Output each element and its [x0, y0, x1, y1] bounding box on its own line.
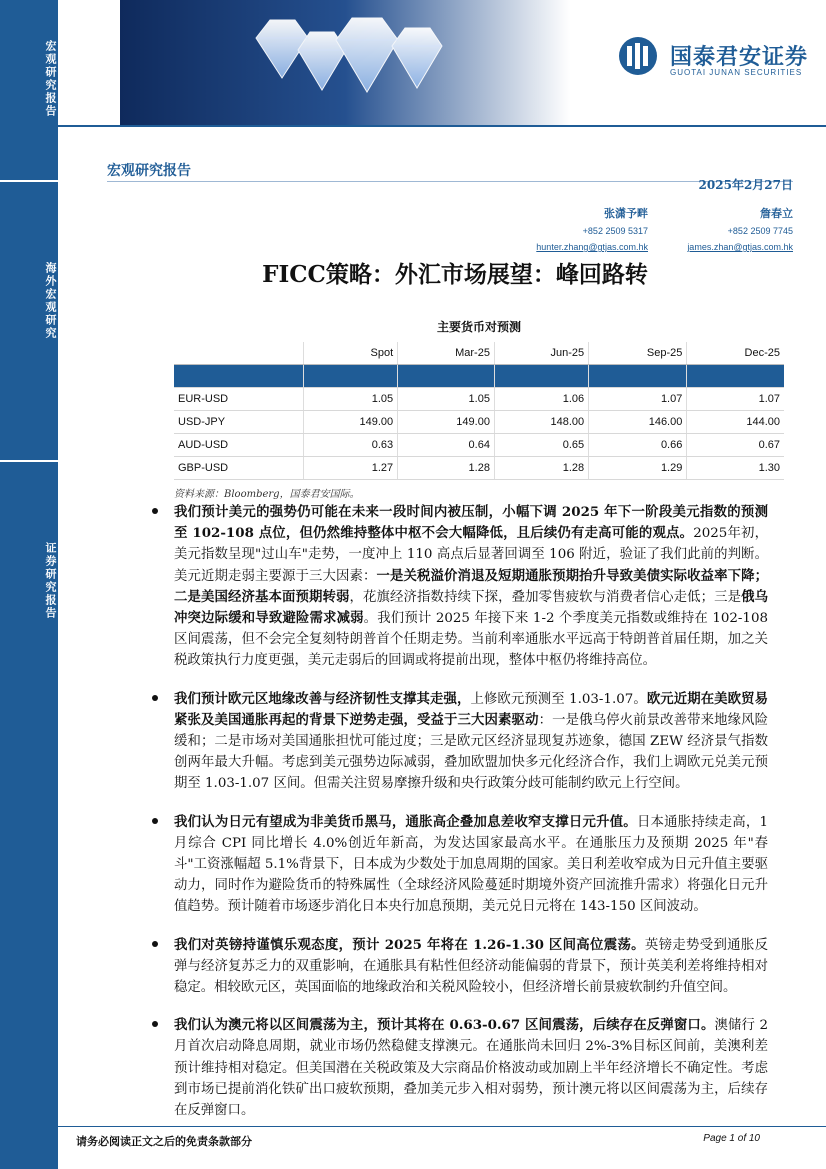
author-2	[687, 205, 793, 255]
paragraph-run: 澳储行 2 月首次启动降息周期，就业市场仍然稳健支撑澳元。在通胀尚未回归 2%-3%目标区间前，美澳利差预计维持相对稳定。但美国潜在关税政策及大宗商品价格波动或加剧上半年经济增长不确定性。考虑到市场已提前消化铁矿出口疲软预期，叠加美元步入相对弱势，预计澳元将以区间震荡为主，后续存在反弹窗口。	[174, 1018, 768, 1119]
table-cell: 149.00	[398, 411, 495, 434]
sidebar-label-research: 海外宏观研究	[44, 262, 57, 340]
body-paragraph	[174, 502, 768, 672]
table-row	[174, 457, 784, 480]
table-cell: 1.07	[589, 388, 687, 411]
report-date: 2025年2月27日	[698, 178, 793, 192]
company-name-en: GUOTAI JUNAN SECURITIES	[670, 68, 803, 77]
table-header-cell: Dec-25	[687, 342, 784, 365]
table-cell: 0.67	[687, 434, 784, 457]
table-cell: 146.00	[589, 411, 687, 434]
report-type-divider	[107, 181, 793, 182]
table-cell: 149.00	[303, 411, 397, 434]
author-1	[536, 205, 648, 255]
footer-disclaimer[interactable]: 请务必阅读正文之后的免责条款部分	[76, 1135, 252, 1148]
bullet-icon	[152, 695, 158, 701]
table-header-cell: Jun-25	[494, 342, 588, 365]
bullet-icon	[152, 941, 158, 947]
table-header-cell: Spot	[303, 342, 397, 365]
table-title: 主要货币对预测	[436, 320, 521, 334]
paragraph-run: 。我们预计 2025 年接下来 1-2 个季度美元指数或维持在 102-108 区间震荡，但不会完全复刻特朗普首个任期走势。当前利率通胀水平远高于特朗普首届任期，加之关税政策执行力度更强，美元走弱后的回调或将提前出现，整体中枢仍将维持高位。	[174, 611, 768, 669]
bullet-icon	[152, 818, 158, 824]
table-cell: 1.06	[494, 388, 588, 411]
table-cell: 1.28	[494, 457, 588, 480]
table-cell: AUD-USD	[174, 434, 303, 457]
table-cell: 1.30	[687, 457, 784, 480]
paragraph-bold-run: 欧元近期在美欧贸易紧张及美国通胀再起的背景下逆势走强，受益于三大因素驱动	[174, 690, 768, 728]
body-paragraph	[174, 812, 768, 918]
bullet-icon	[152, 1021, 158, 1027]
header-banner	[58, 0, 826, 125]
footer-page-number: Page 1 of 10	[703, 1133, 760, 1144]
body-paragraph	[174, 935, 768, 999]
table-cell: 144.00	[687, 411, 784, 434]
body-paragraph	[174, 1015, 768, 1121]
table-cell: 0.65	[494, 434, 588, 457]
company-logo-icon	[618, 36, 658, 76]
report-body	[174, 502, 768, 1138]
table-cell: GBP-USD	[174, 457, 303, 480]
table-source-note: 资料来源：Bloomberg，国泰君安国际。	[174, 489, 360, 500]
table-cell: 1.05	[303, 388, 397, 411]
table-row	[174, 434, 784, 457]
paragraph-run: 日本通胀持续走高，1 月综合 CPI 同比增长 4.0%创近年新高，为发达国家最高水平。在通胀压力及预期 2025 年"春斗"工资涨幅超 5.1%背景下，日本成为少数处于加息周期的国家。美日利差收窄成为日元升值主要驱动力，同时作为避险货币的特殊属性（全球经济风险蔓延时期境外资产回流推升需求）将强化日元升值趋势。预计随着市场逐步消化日本央行加息预期，美元兑日元将在 143-150 区间波动。	[174, 814, 768, 915]
table-cell: 1.07	[687, 388, 784, 411]
paragraph-bold-run: 我们认为澳元将以区间震荡为主，预计其将在 0.63-0.67 区间震荡，后续存在反弹窗口。	[174, 1017, 715, 1034]
paragraph-run: ：一是俄乌停火前景改善带来地缘风险缓和；二是市场对美国通胀担忧可能过度；三是欧元区经济显现复苏迹象，德国 ZEW 经济景气指数创两年最大升幅。考虑到美元强势边际减弱，叠加欧盟加快多元化经济合作，我们上调欧元兑美元预期至 1.03-1.07 区间。但需关注贸易摩擦升级和央行政策分歧可能制约欧元上行空间。	[174, 712, 769, 792]
paragraph-run: 2025年初，美元指数呈现"过山车"走势，一度冲上 110 高点后显著回调至 106 附近，验证了我们此前的判断。美元近期走弱主要源于三大因素：	[174, 526, 768, 584]
author-1-email[interactable]: hunter.zhang@gtjas.com.hk	[536, 242, 648, 252]
author-2-name: 詹春立	[760, 207, 793, 220]
table-cell: USD-JPY	[174, 411, 303, 434]
sidebar-block-bottom	[0, 462, 58, 1169]
paragraph-run: 英镑走势受到通胀反弹与经济复苏乏力的双重影响，在通胀具有粘性但经济动能偏弱的背景下，预计英美利差将维持相对稳定。相较欧元区，英国面临的地缘政治和关税风险较小，但经济增长前景疲软制约升值空间。	[174, 937, 769, 996]
paragraph-bold-run: 我们预计美元的强势仍可能在未来一段时间内被压制，小幅下调 2025 年下一阶段美元指数的预测至 102-108 点位，但仍然维持整体中枢不会大幅降低，且后续仍有走高可能的观点。	[174, 504, 768, 542]
forecast-table	[174, 342, 784, 480]
table-header-cell	[174, 342, 303, 365]
table-cell: 0.63	[303, 434, 397, 457]
footer-divider	[58, 1126, 826, 1127]
table-row	[174, 411, 784, 434]
paragraph-run: 上修欧元预测至 1.03-1.07。	[470, 691, 647, 707]
sidebar-label-securities: 证券研究报告	[44, 542, 57, 620]
table-cell: 1.29	[589, 457, 687, 480]
table-cell: EUR-USD	[174, 388, 303, 411]
report-type-label: 宏观研究报告	[107, 163, 191, 179]
sidebar	[0, 0, 58, 1169]
header-divider	[58, 125, 826, 127]
paragraph-run: ，花旗经济指数持续下探，叠加零售疲软与消费者信心走低；三是	[349, 589, 742, 605]
table-header-cell: Mar-25	[398, 342, 495, 365]
sidebar-label-report-type: 宏观研究报告	[44, 40, 57, 118]
diamond-banner-image	[120, 0, 570, 125]
sidebar-block-middle	[0, 182, 58, 460]
paragraph-bold-run: 我们对英镑持谨慎乐观态度，预计 2025 年将在 1.26-1.30 区间高位震荡。	[174, 936, 645, 953]
table-cell: 0.64	[398, 434, 495, 457]
table-cell: 1.27	[303, 457, 397, 480]
table-cell: 0.66	[589, 434, 687, 457]
paragraph-bold-run: 我们预计欧元区地缘改善与经济韧性支撑其走强，	[174, 690, 471, 707]
table-cell: 1.28	[398, 457, 495, 480]
author-2-email[interactable]: james.zhan@gtjas.com.hk	[687, 242, 793, 252]
page-title: FICC策略：外汇市场展望：峰回路转	[262, 261, 648, 288]
author-1-name: 张潇予畔	[604, 207, 648, 220]
table-row	[174, 388, 784, 411]
paragraph-bold-run: 我们认为日元有望成为非美货币黑马，通胀高企叠加息差收窄支撑日元升值。	[174, 813, 637, 830]
author-1-phone: +852 2509 5317	[582, 226, 648, 236]
sidebar-block-top	[0, 0, 58, 180]
table-header-band	[174, 365, 784, 388]
table-cell: 148.00	[494, 411, 588, 434]
author-2-phone: +852 2509 7745	[727, 226, 793, 236]
paragraph-bold-run: 一是关税溢价消退及短期通胀预期抬升导致美债实际收益率下降；二是美国经济基本面预期转弱	[174, 567, 769, 605]
table-cell: 1.05	[398, 388, 495, 411]
company-name-cn: 国泰君安证券	[670, 45, 809, 70]
table-header-cell: Sep-25	[589, 342, 687, 365]
body-paragraph	[174, 689, 768, 795]
paragraph-bold-run: 俄乌冲突边际缓和导致避险需求减弱	[174, 588, 769, 627]
bullet-icon	[152, 508, 158, 514]
